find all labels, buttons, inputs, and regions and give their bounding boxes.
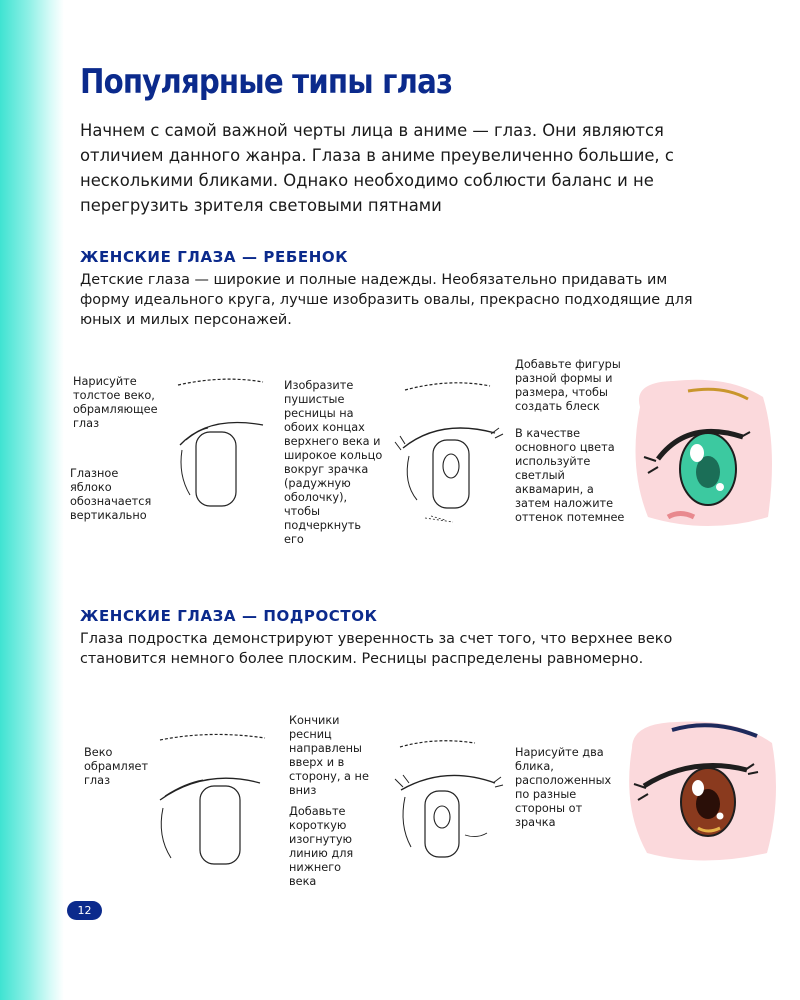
teen-eye-sketch-step1 xyxy=(155,728,275,868)
section-title-child: ЖЕНСКИЕ ГЛАЗА — РЕБЕНОК xyxy=(80,248,349,266)
section-title-teen: ЖЕНСКИЕ ГЛАЗА — ПОДРОСТОК xyxy=(80,607,378,625)
note-highlights-teen: Нарисуйте два блика, расположенных по разные стороны от зрачка xyxy=(515,746,612,829)
intro-paragraph: Начнем с самой важной черты лица в аниме — глаз. Они являются отличием данного жанра. Глаза в аниме преувеличенно большие, с несколькими бликами. Однако необходимо соблюсти баланс и не перегрузить зрителя световыми пятнами xyxy=(80,121,674,215)
note-eyelid-child: Нарисуйте толстое веко, обрамляющее глаз xyxy=(73,375,158,430)
teen-eye-colored xyxy=(622,718,782,868)
note-eyeball-child: Глазное яблоко обозначается вертикально xyxy=(70,467,152,522)
page-number-badge: 12 xyxy=(67,901,102,920)
side-color-strip xyxy=(0,0,64,1000)
child-eye-sketch-step1 xyxy=(168,370,278,520)
teen-eye-sketch-step2 xyxy=(395,735,505,870)
note-lash-tips-teen: Кончики ресниц направлены вверх и в сторону, а не вниз xyxy=(289,714,369,797)
child-eye-sketch-step2 xyxy=(395,378,505,528)
note-color-child: В качестве основного цвета используйте светлый аквамарин, а затем наложите оттенок потемнее xyxy=(515,427,625,524)
section-text-teen: Глаза подростка демонстрируют уверенность за счет того, что верхнее веко становится немного более плоским. Ресницы распределены равномерно. xyxy=(80,631,673,667)
note-eyelid-teen: Веко обрамляет глаз xyxy=(84,746,149,787)
child-eye-colored xyxy=(628,377,778,532)
section-text-child: Детские глаза — широкие и полные надежды. Необязательно придавать им форму идеального круга, лучше изобразить овалы, прекрасно подходящие для юных и милых персонажей. xyxy=(80,272,693,328)
note-lashes-child: Изобразите пушистые ресницы на обоих концах верхнего века и широкое кольцо вокруг зрачка (радужную оболочку), чтобы подчеркнуть его xyxy=(284,379,383,546)
note-lower-lid-teen: Добавьте короткую изогнутую линию для нижнего века xyxy=(289,805,354,888)
note-shine-child: Добавьте фигуры разной формы и размера, чтобы создать блеск xyxy=(515,358,621,413)
page-title: Популярные типы глаз xyxy=(80,62,453,102)
